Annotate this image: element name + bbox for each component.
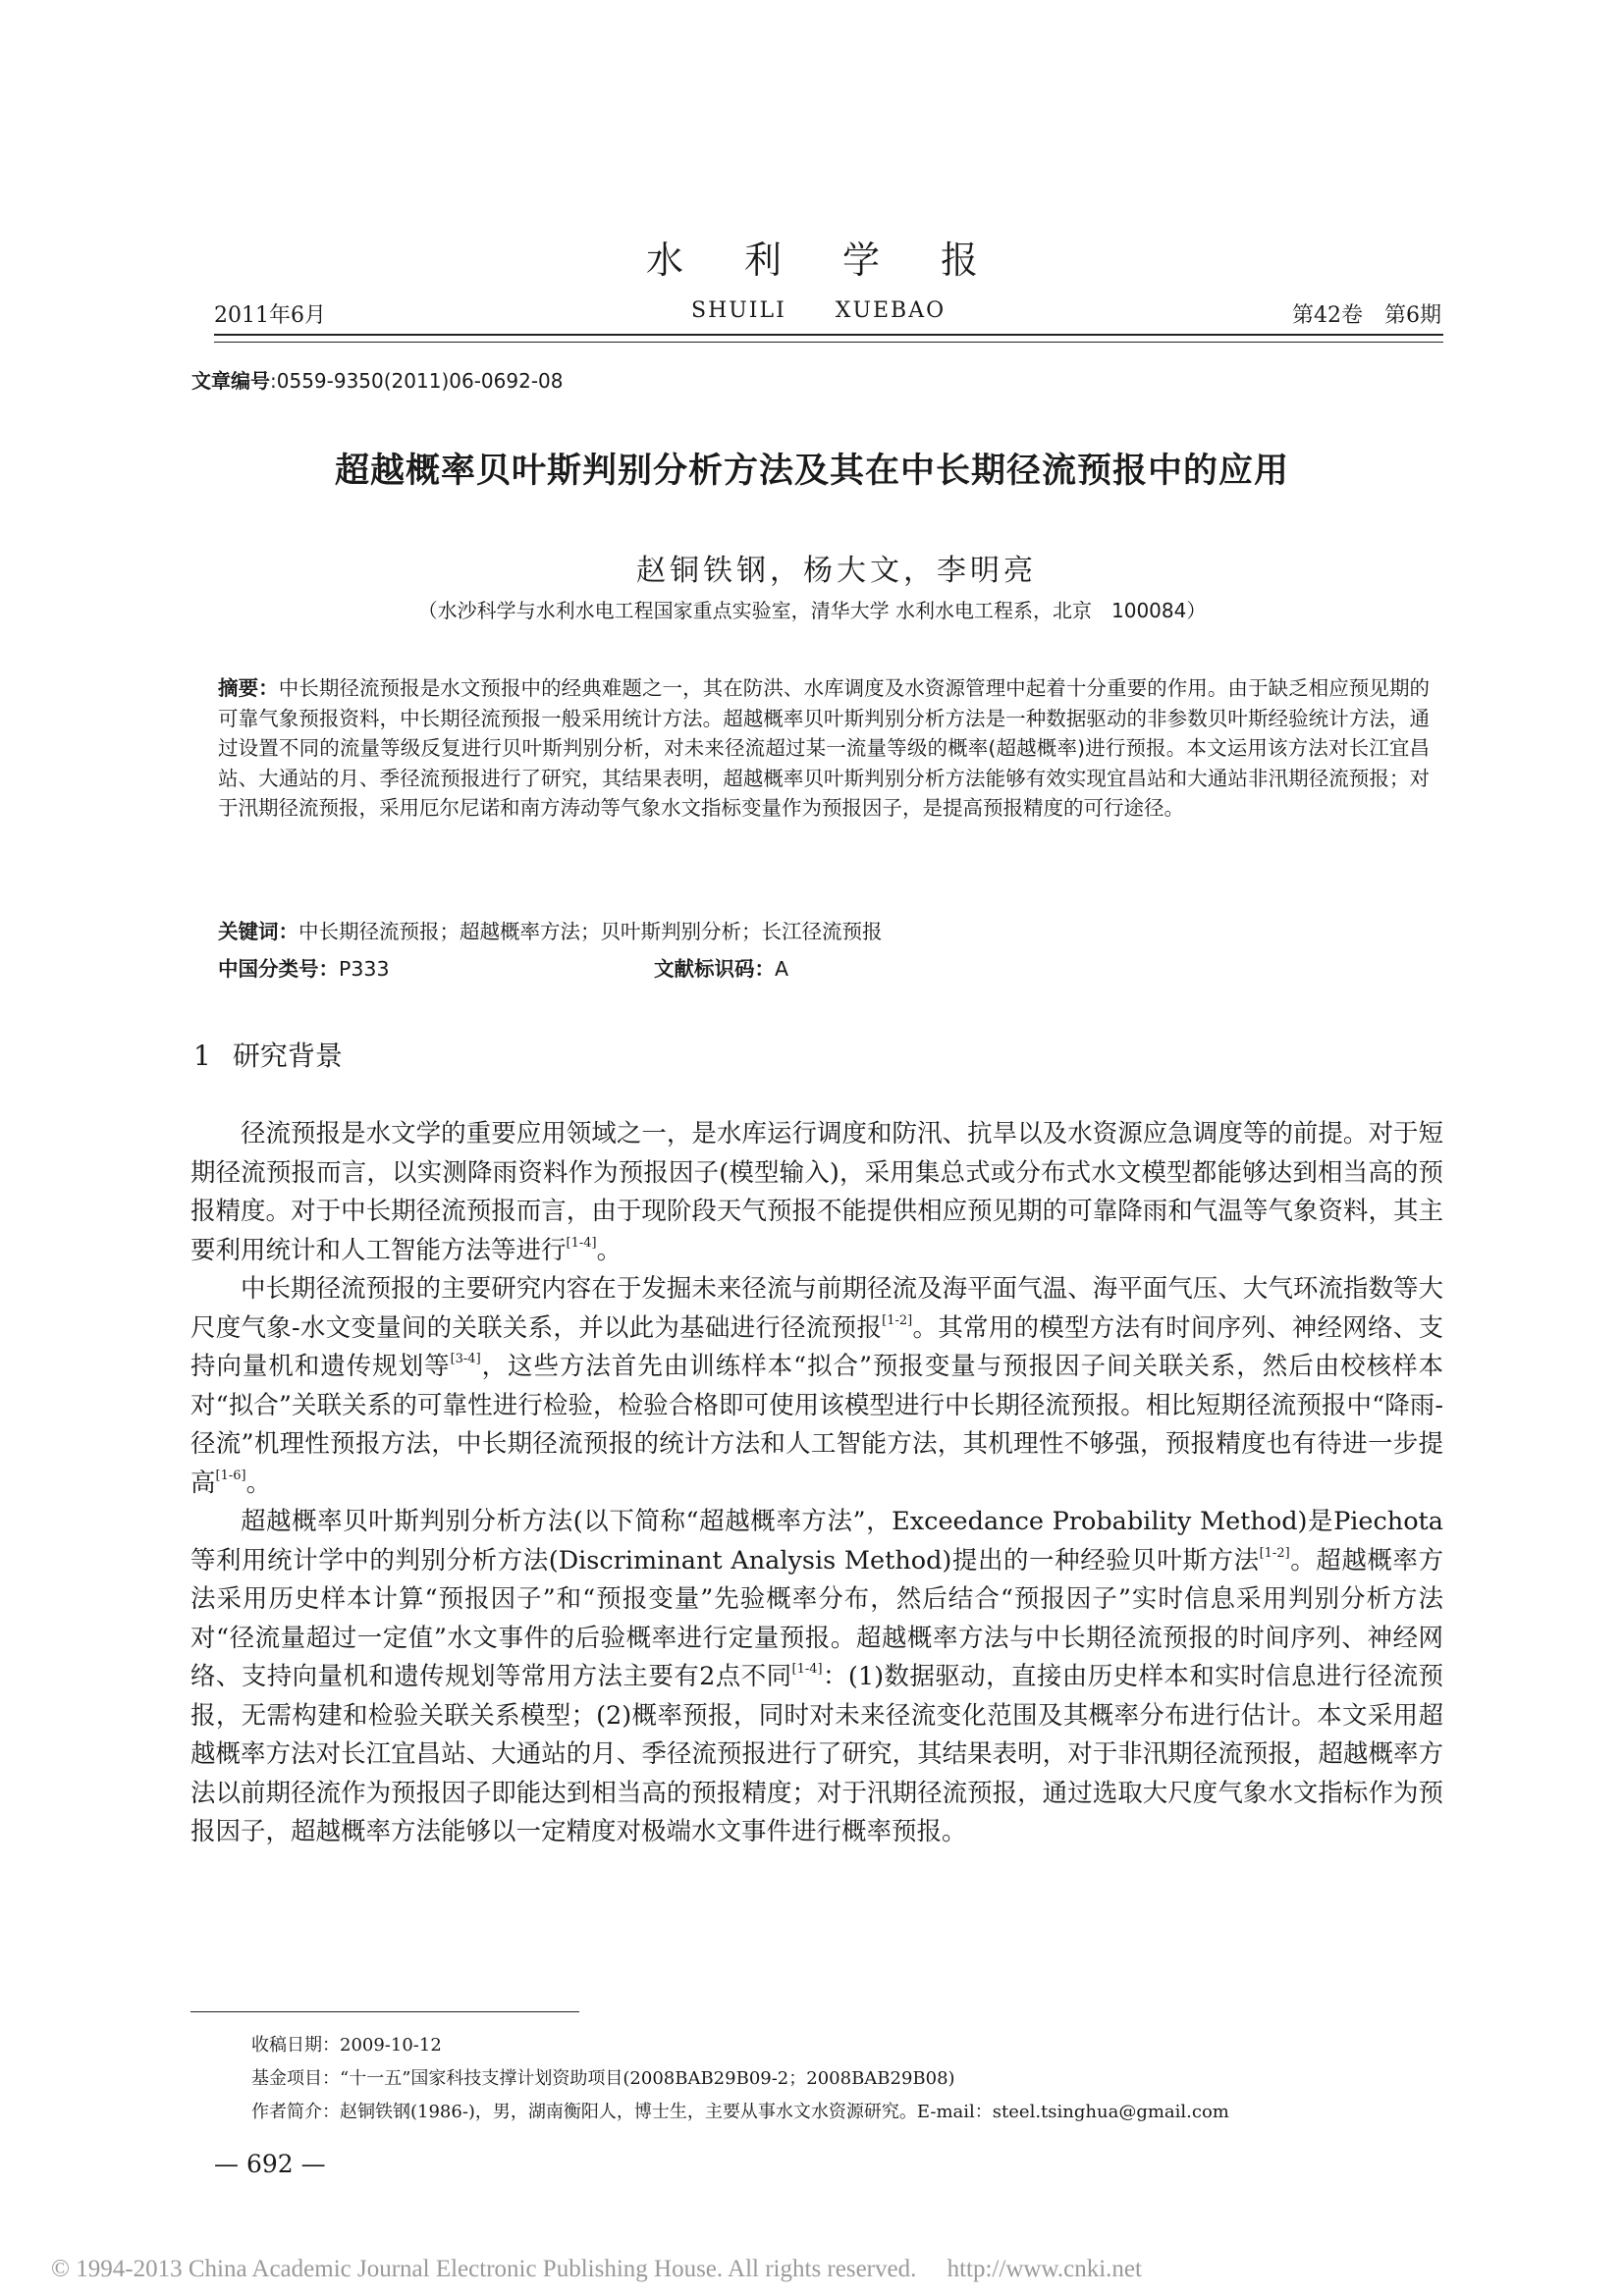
citation: [1-4] (566, 1235, 597, 1251)
authors: 赵铜铁钢，杨大文，李明亮 (636, 554, 1037, 588)
running-header (214, 298, 1441, 332)
citation: [1-2] (882, 1312, 913, 1328)
footnote-divider (190, 2011, 579, 2012)
copyright-notice: © 1994-2013 China Academic Journal Electronic Publishing House. All rights reserved. http://www.cnki.net (51, 2256, 1142, 2282)
footnotes (251, 2029, 1229, 2129)
paragraph-2-text-c: ，这些方法首先由训练样本“拟合”预报变量与预报因子间关联关系，然后由校核样本对“拟合”关联关系的可靠性进行检验，检验合格即可使用该模型进行中长期径流预报。相比短期径流预报中“降雨-径流”机理性预报方法，中长期径流预报的统计方法和人工智能方法，其机理性不够强，预报精度也有待进一步提高 (190, 1352, 1443, 1498)
paragraph-3 (190, 1503, 1443, 1852)
keywords (218, 915, 883, 944)
paragraph-2-end: 。 (245, 1468, 272, 1498)
issue-date: 2011年6月 (214, 303, 326, 328)
paragraph-1-text: 径流预报是水文学的重要应用领域之一，是水库运行调度和防汛、抗旱以及水资源应急调度等的前提。对于短期径流预报而言，以实测降雨资料作为预报因子(模型输入)，采用集总式或分布式水文模型都能够达到相当高的预报精度。对于中长期径流预报而言，由于现阶段天气预报不能提供相应预见期的可靠降雨和气温等气象资料，其主要利用统计和人工智能方法等进行 (190, 1119, 1443, 1265)
paragraph-2-text-a: 中长期径流预报的主要研究内容在于发掘未来径流与前期径流及海平面气温、海平面气压、大气环流指数等大尺度气象-水文变量间的关联关系，并以此为基础进行径流预报 (190, 1274, 1443, 1343)
footnote-received: 收稿日期：2009-10-12 (251, 2035, 442, 2056)
paragraph-1-end: 。 (596, 1235, 623, 1265)
paragraph-3-text-a: 超越概率贝叶斯判别分析方法(以下简称“超越概率方法”，Exceedance Probability Method)是Piechota等利用统计学中的判别分析方法(Discriminant Analysis Method)提出的一种经验贝叶斯方法 (190, 1507, 1443, 1575)
paragraph-3-text-b: 。超越概率方法采用历史样本计算“预报因子”和“预报变量”先验概率分布，然后结合“预报因子”实时信息采用判别分析方法对“径流量超过一定值”水文事件的后验概率进行定量预报。超越概率方法与中长期径流预报的时间序列、神经网络、支持向量机和遗传规划等常用方法主要有2点不同 (190, 1545, 1443, 1691)
paragraph-2 (190, 1270, 1443, 1503)
article-number-label: 文章编号 (191, 369, 270, 393)
journal-title: 水利学报 (645, 239, 1039, 282)
footnote-fund: 基金项目：“十一五”国家科技支撑计划资助项目(2008BAB29B09-2；2008BAB29B08) (251, 2068, 955, 2089)
page-number: — 692 — (214, 2150, 326, 2178)
citation: [1-2] (1259, 1545, 1290, 1561)
affiliation: （水沙科学与水利水电工程国家重点实验室，清华大学 水利水电工程系，北京 100084） (417, 599, 1207, 622)
section-title: 研究背景 (232, 1040, 343, 1072)
article-number-value: :0559-9350(2011)06-0692-08 (270, 369, 564, 393)
keywords-label: 关键词： (218, 920, 298, 943)
journal-pinyin-1: SHUILI (691, 298, 786, 323)
header-divider (214, 334, 1443, 343)
article-number (191, 365, 564, 394)
document-code (654, 952, 788, 982)
citation: [1-4] (791, 1662, 823, 1677)
abstract-label: 摘要： (218, 676, 279, 700)
section-heading (193, 1035, 343, 1074)
paper-title: 超越概率贝叶斯判别分析方法及其在中长期径流预报中的应用 (334, 452, 1289, 491)
classification-value: P333 (339, 957, 390, 981)
section-number: 1 (193, 1040, 211, 1072)
footnote-author: 作者简介：赵铜铁钢(1986-)，男，湖南衡阳人，博士生，主要从事水文水资源研究。E-mail：steel.tsinghua@gmail.com (251, 2102, 1229, 2122)
classification-number (218, 952, 390, 982)
abstract-text: 中长期径流预报是水文预报中的经典难题之一，其在防洪、水库调度及水资源管理中起着十分重要的作用。由于缺乏相应预见期的可靠气象预报资料，中长期径流预报一般采用统计方法。超越概率贝叶斯判别分析方法是一种数据驱动的非参数贝叶斯经验统计方法，通过设置不同的流量等级反复进行贝叶斯判别分析，对未来径流超过某一流量等级的概率(超越概率)进行预报。本文运用该方法对长江宜昌站、大通站的月、季径流预报进行了研究，其结果表明，超越概率贝叶斯判别分析方法能够有效实现宜昌站和大通站非汛期径流预报；对于汛期径流预报，采用厄尔尼诺和南方涛动等气象水文指标变量作为预报因子，是提高预报精度的可行途径。 (218, 676, 1431, 821)
paragraph-1 (190, 1115, 1443, 1270)
journal-pinyin (691, 298, 946, 323)
document-code-value: A (775, 957, 789, 981)
document-code-label: 文献标识码： (654, 957, 775, 981)
abstract (218, 673, 1430, 824)
journal-pinyin-2: XUEBAO (835, 298, 947, 323)
paragraph-3-text-c: ：(1)数据驱动，直接由历史样本和实时信息进行径流预报，无需构建和检验关联关系模型；(2)概率预报，同时对未来径流变化范围及其概率分布进行估计。本文采用超越概率方法对长江宜昌站、大通站的月、季径流预报进行了研究，其结果表明，对于非汛期径流预报，超越概率方法以前期径流作为预报因子即能达到相当高的预报精度；对于汛期径流预报，通过选取大尺度气象水文指标作为预报因子，超越概率方法能够以一定精度对极端水文事件进行概率预报。 (190, 1662, 1443, 1846)
classification-label: 中国分类号： (218, 957, 339, 981)
keywords-text: 中长期径流预报；超越概率方法；贝叶斯判别分析；长江径流预报 (298, 920, 883, 943)
volume-issue: 第42卷 第6期 (1292, 303, 1441, 328)
citation: [3-4] (450, 1352, 481, 1366)
body-text (190, 1115, 1443, 1852)
paragraph-2-text-b: 。其常用的模型方法有时间序列、神经网络、支持向量机和遗传规划等 (190, 1312, 1443, 1381)
citation: [1-6] (215, 1468, 246, 1483)
